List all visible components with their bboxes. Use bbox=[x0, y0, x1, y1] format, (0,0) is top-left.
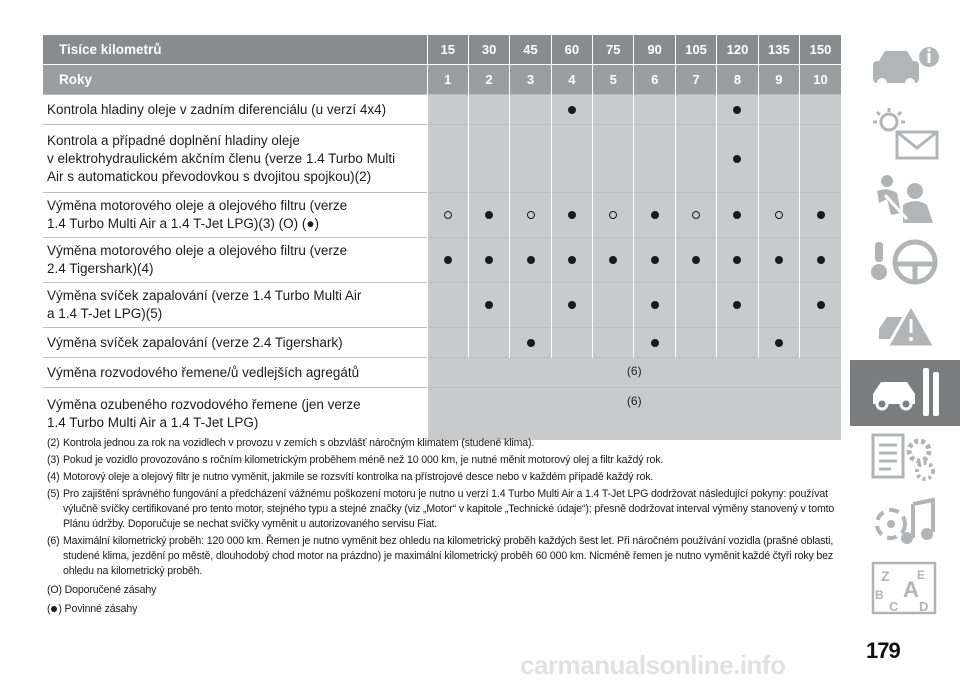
sidebar-chapter-tab[interactable] bbox=[850, 425, 960, 491]
index-icon bbox=[866, 559, 944, 617]
interval-cell bbox=[593, 283, 634, 328]
interval-cell bbox=[551, 328, 592, 358]
footnote-ref-cell: (6) bbox=[427, 358, 841, 388]
interval-cell bbox=[510, 238, 551, 283]
interval-cell bbox=[800, 193, 841, 238]
interval-cell bbox=[717, 238, 758, 283]
interval-cell bbox=[551, 283, 592, 328]
year-value: 10 bbox=[800, 65, 841, 95]
footnote-number: (3) bbox=[47, 454, 60, 466]
interval-cell bbox=[634, 193, 675, 238]
mandatory-dot-icon bbox=[733, 301, 741, 309]
footnotes bbox=[47, 436, 847, 617]
interval-cell bbox=[758, 125, 799, 193]
mandatory-dot-icon bbox=[568, 301, 576, 309]
interval-cell bbox=[634, 283, 675, 328]
svg-text:B: B bbox=[875, 588, 884, 602]
svg-text:A: A bbox=[903, 577, 919, 602]
year-value: 6 bbox=[634, 65, 675, 95]
recommended-ring-icon bbox=[775, 211, 783, 219]
year-value: 9 bbox=[758, 65, 799, 95]
footnote-number: (6) bbox=[47, 535, 60, 547]
interval-cell bbox=[675, 328, 716, 358]
interval-cell bbox=[551, 238, 592, 283]
recommended-ring-icon bbox=[527, 211, 535, 219]
mandatory-dot-icon bbox=[444, 256, 452, 264]
interval-cell bbox=[675, 283, 716, 328]
task-label-line: Výměna motorového oleje a olejového filtru (verze bbox=[47, 198, 348, 213]
interval-cell bbox=[758, 193, 799, 238]
mandatory-dot-icon bbox=[775, 256, 783, 264]
legend-mandatory-prefix: ( bbox=[47, 603, 51, 615]
task-label bbox=[43, 388, 427, 440]
interval-cell bbox=[758, 95, 799, 125]
table-row bbox=[43, 388, 841, 440]
year-value: 2 bbox=[468, 65, 509, 95]
multimedia-icon bbox=[866, 494, 944, 552]
mandatory-dot-icon bbox=[485, 211, 493, 219]
sidebar-chapter-tab[interactable] bbox=[850, 35, 960, 101]
emergency-icon bbox=[866, 299, 944, 357]
legend-mandatory-suffix: ) Povinné zásahy bbox=[58, 603, 138, 615]
mandatory-dot-icon bbox=[568, 211, 576, 219]
safety-icon bbox=[866, 169, 944, 227]
interval-cell bbox=[427, 95, 468, 125]
km-header-row bbox=[43, 35, 841, 65]
mandatory-dot-icon bbox=[733, 211, 741, 219]
interval-cell bbox=[510, 125, 551, 193]
km-value: 120 bbox=[717, 35, 758, 65]
task-label-line: Výměna svíček zapalování (verze 2.4 Tigershark) bbox=[47, 334, 343, 350]
task-label-line: 2.4 Tigershark)(4) bbox=[47, 261, 154, 276]
mandatory-dot-icon bbox=[651, 339, 659, 347]
interval-cell bbox=[634, 125, 675, 193]
interval-cell bbox=[675, 193, 716, 238]
mandatory-dot-icon bbox=[733, 256, 741, 264]
task-label bbox=[43, 125, 427, 193]
mandatory-dot-icon bbox=[817, 256, 825, 264]
interval-cell bbox=[468, 95, 509, 125]
sidebar-chapter-tab[interactable] bbox=[850, 490, 960, 556]
interval-cell bbox=[800, 125, 841, 193]
footnote-number: (4) bbox=[47, 471, 60, 483]
watermark: carmanualsonline.info bbox=[520, 650, 786, 680]
task-label-line: Air s automatickou převodovkou s dvojitou spojkou)(2) bbox=[47, 168, 372, 184]
mandatory-dot-icon bbox=[527, 256, 535, 264]
mandatory-dot-icon bbox=[568, 106, 576, 114]
km-value: 105 bbox=[675, 35, 716, 65]
interval-cell bbox=[468, 125, 509, 193]
mandatory-dot-icon bbox=[651, 256, 659, 264]
task-label-line: 1.4 Turbo Multi Air a 1.4 T-Jet LPG)(3) (O) (●) bbox=[47, 216, 319, 231]
mandatory-dot-icon bbox=[485, 301, 493, 309]
interval-cell bbox=[510, 283, 551, 328]
interval-cell bbox=[758, 238, 799, 283]
years-header-label: Roky bbox=[43, 65, 427, 95]
footnote-text: Pokud je vozidlo provozováno s ročním kilometrickým proběhem méně než 10 000 km, je nutné měnit motorový olej a filtr každý rok. bbox=[63, 454, 664, 466]
task-label-line: Výměna rozvodového řemene/ů vedlejších agregátů bbox=[47, 364, 360, 380]
table-row bbox=[43, 358, 841, 388]
interval-cell bbox=[800, 283, 841, 328]
mandatory-dot-icon bbox=[817, 301, 825, 309]
sidebar-chapter-tab[interactable] bbox=[850, 360, 960, 426]
mandatory-dot-icon bbox=[817, 211, 825, 219]
interval-cell bbox=[551, 193, 592, 238]
mandatory-dot-icon bbox=[568, 256, 576, 264]
mandatory-dot-icon bbox=[651, 301, 659, 309]
km-value: 60 bbox=[551, 35, 592, 65]
interval-cell bbox=[427, 125, 468, 193]
recommended-ring-icon bbox=[609, 211, 617, 219]
interval-cell bbox=[593, 193, 634, 238]
interval-cell bbox=[717, 95, 758, 125]
interval-cell bbox=[717, 193, 758, 238]
maintenance-icon bbox=[866, 364, 944, 422]
table-row bbox=[43, 125, 841, 193]
task-label-line: 1.4 Turbo Multi Air a 1.4 T-Jet LPG) bbox=[47, 414, 259, 430]
table-row bbox=[43, 238, 841, 283]
interval-cell bbox=[675, 95, 716, 125]
svg-text:D: D bbox=[919, 599, 929, 614]
sidebar-chapter-tab[interactable] bbox=[850, 230, 960, 296]
task-label-line: v elektrohydraulickém akčním členu (verze 1.4 Turbo Multi bbox=[47, 150, 396, 166]
interval-cell bbox=[510, 328, 551, 358]
km-value: 30 bbox=[468, 35, 509, 65]
mandatory-dot-icon bbox=[651, 211, 659, 219]
task-label bbox=[43, 283, 427, 328]
footnote-text: Motorový oleje a olejový filtr je nutno vyměnit, jakmile se rozsvítí kontrolka na přístrojové desce nebo v každém případě každý rok. bbox=[63, 471, 654, 483]
legend-recommended: (O) Doporučené zásahy bbox=[47, 584, 157, 596]
footnote-text: Maximální kilometrický proběh: 120 000 km. Řemen je nutno vyměnit bez ohledu na kilometrický proběh každých šest let. Při náročném používání vozidla (prašné oblasti, studené klima, jezdění po městě, dlouhodobý chod motor na prázdno) je maximální kilometrický proběh 60 000 km. Nicméně řemen je nutno vyměnit každé čtyři roky bez ohledu na kilometrický proběh. bbox=[63, 535, 834, 577]
interval-cell bbox=[510, 193, 551, 238]
schedule-body bbox=[43, 95, 841, 440]
task-label bbox=[43, 95, 427, 125]
interval-cell bbox=[675, 125, 716, 193]
task-label-line: Výměna svíček zapalování (verze 1.4 Turbo Multi Air bbox=[47, 288, 362, 303]
footnote-number: (2) bbox=[47, 437, 60, 449]
interval-cell bbox=[551, 95, 592, 125]
sidebar-chapter-tab[interactable] bbox=[850, 165, 960, 231]
footnote-number: (5) bbox=[47, 488, 60, 500]
interval-cell bbox=[468, 238, 509, 283]
task-label bbox=[43, 358, 427, 388]
interval-cell bbox=[593, 125, 634, 193]
interval-cell bbox=[427, 283, 468, 328]
task-label bbox=[43, 238, 427, 283]
interval-cell bbox=[551, 125, 592, 193]
interval-cell bbox=[593, 95, 634, 125]
interval-cell bbox=[427, 328, 468, 358]
technical-data-icon bbox=[866, 429, 944, 487]
page-number: 179 bbox=[866, 638, 900, 663]
year-value: 7 bbox=[675, 65, 716, 95]
mandatory-dot-icon bbox=[733, 155, 741, 163]
km-header-label: Tisíce kilometrů bbox=[43, 35, 427, 65]
interval-cell bbox=[800, 238, 841, 283]
task-label-line: Výměna motorového oleje a olejového filtru (verze bbox=[47, 243, 348, 258]
task-label-line: Kontrola a případné doplnění hladiny oleje bbox=[47, 132, 300, 148]
km-value: 135 bbox=[758, 35, 799, 65]
year-value: 3 bbox=[510, 65, 551, 95]
footnote-item bbox=[47, 436, 847, 451]
interval-cell bbox=[427, 238, 468, 283]
interval-cell bbox=[758, 283, 799, 328]
interval-cell bbox=[468, 283, 509, 328]
footnote-item bbox=[47, 453, 847, 468]
table-row bbox=[43, 95, 841, 125]
km-value: 45 bbox=[510, 35, 551, 65]
interval-cell bbox=[510, 95, 551, 125]
interval-cell bbox=[427, 193, 468, 238]
svg-text:Z: Z bbox=[881, 568, 890, 584]
chapter-sidebar bbox=[850, 35, 960, 625]
year-value: 5 bbox=[593, 65, 634, 95]
km-value: 15 bbox=[427, 35, 468, 65]
years-header-row bbox=[43, 65, 841, 95]
footnote-ref-cell: (6) bbox=[427, 388, 841, 440]
table-row bbox=[43, 328, 841, 358]
interval-cell bbox=[800, 95, 841, 125]
filled-dot-icon bbox=[51, 606, 57, 612]
sidebar-chapter-tab[interactable] bbox=[850, 295, 960, 361]
km-value: 75 bbox=[593, 35, 634, 65]
task-label bbox=[43, 328, 427, 358]
year-value: 8 bbox=[717, 65, 758, 95]
mandatory-dot-icon bbox=[485, 256, 493, 264]
interval-cell bbox=[758, 328, 799, 358]
table-row bbox=[43, 283, 841, 328]
interval-cell bbox=[593, 328, 634, 358]
task-label-line: Kontrola hladiny oleje v zadním diferenciálu (u verzí 4x4) bbox=[47, 101, 387, 117]
svg-text:E: E bbox=[917, 568, 926, 582]
km-value: 90 bbox=[634, 35, 675, 65]
footnote-item bbox=[47, 487, 847, 532]
interval-cell bbox=[717, 283, 758, 328]
interval-cell bbox=[468, 328, 509, 358]
dashboard-lights-icon bbox=[866, 104, 944, 162]
km-value: 150 bbox=[800, 35, 841, 65]
interval-cell bbox=[634, 238, 675, 283]
recommended-ring-icon bbox=[444, 211, 452, 219]
mandatory-dot-icon bbox=[733, 106, 741, 114]
interval-cell bbox=[717, 125, 758, 193]
mandatory-dot-icon bbox=[775, 339, 783, 347]
interval-cell bbox=[717, 328, 758, 358]
interval-cell bbox=[593, 238, 634, 283]
mandatory-dot-icon bbox=[609, 256, 617, 264]
task-label-line: Výměna ozubeného rozvodového řemene (jen verze bbox=[47, 396, 361, 412]
starting-driving-icon bbox=[866, 234, 944, 292]
task-label bbox=[43, 193, 427, 238]
recommended-ring-icon bbox=[692, 211, 700, 219]
car-info-icon bbox=[866, 39, 944, 97]
mandatory-dot-icon bbox=[692, 256, 700, 264]
interval-cell bbox=[468, 193, 509, 238]
footnote-text: Kontrola jednou za rok na vozidlech v provozu v zemích s obzvlášť náročným klimatem (studené klima). bbox=[63, 437, 535, 449]
footnote-item bbox=[47, 470, 847, 485]
year-value: 4 bbox=[551, 65, 592, 95]
year-value: 1 bbox=[427, 65, 468, 95]
interval-cell bbox=[675, 238, 716, 283]
sidebar-chapter-tab[interactable] bbox=[850, 555, 960, 621]
task-label-line: a 1.4 T-Jet LPG)(5) bbox=[47, 306, 163, 321]
footnote-text: Pro zajištění správného fungování a předcházení vážnému poškození motoru je nutno u verzí 1.4 Turbo Multi Air a 1.4 T-Jet LPG dodržovat následující pokyny: používat výlučně svíčky certifikované pro tento motor, stejného typu a stejné značky (viz „Motor“ v kapitole „Technické údaje“); přesně dodržovat interval výměny stanovený v tomto Plánu údržby. Doporučuje se nechat svíčky vyměnit u autorizovaného servisu Fiat. bbox=[63, 488, 835, 530]
mandatory-dot-icon bbox=[527, 339, 535, 347]
maintenance-schedule-table bbox=[43, 35, 841, 440]
interval-cell bbox=[800, 328, 841, 358]
table-row bbox=[43, 193, 841, 238]
sidebar-chapter-tab[interactable] bbox=[850, 100, 960, 166]
svg-text:C: C bbox=[889, 599, 899, 614]
legend-mandatory bbox=[47, 602, 847, 617]
interval-cell bbox=[634, 328, 675, 358]
interval-cell bbox=[634, 95, 675, 125]
footnote-item bbox=[47, 534, 847, 579]
